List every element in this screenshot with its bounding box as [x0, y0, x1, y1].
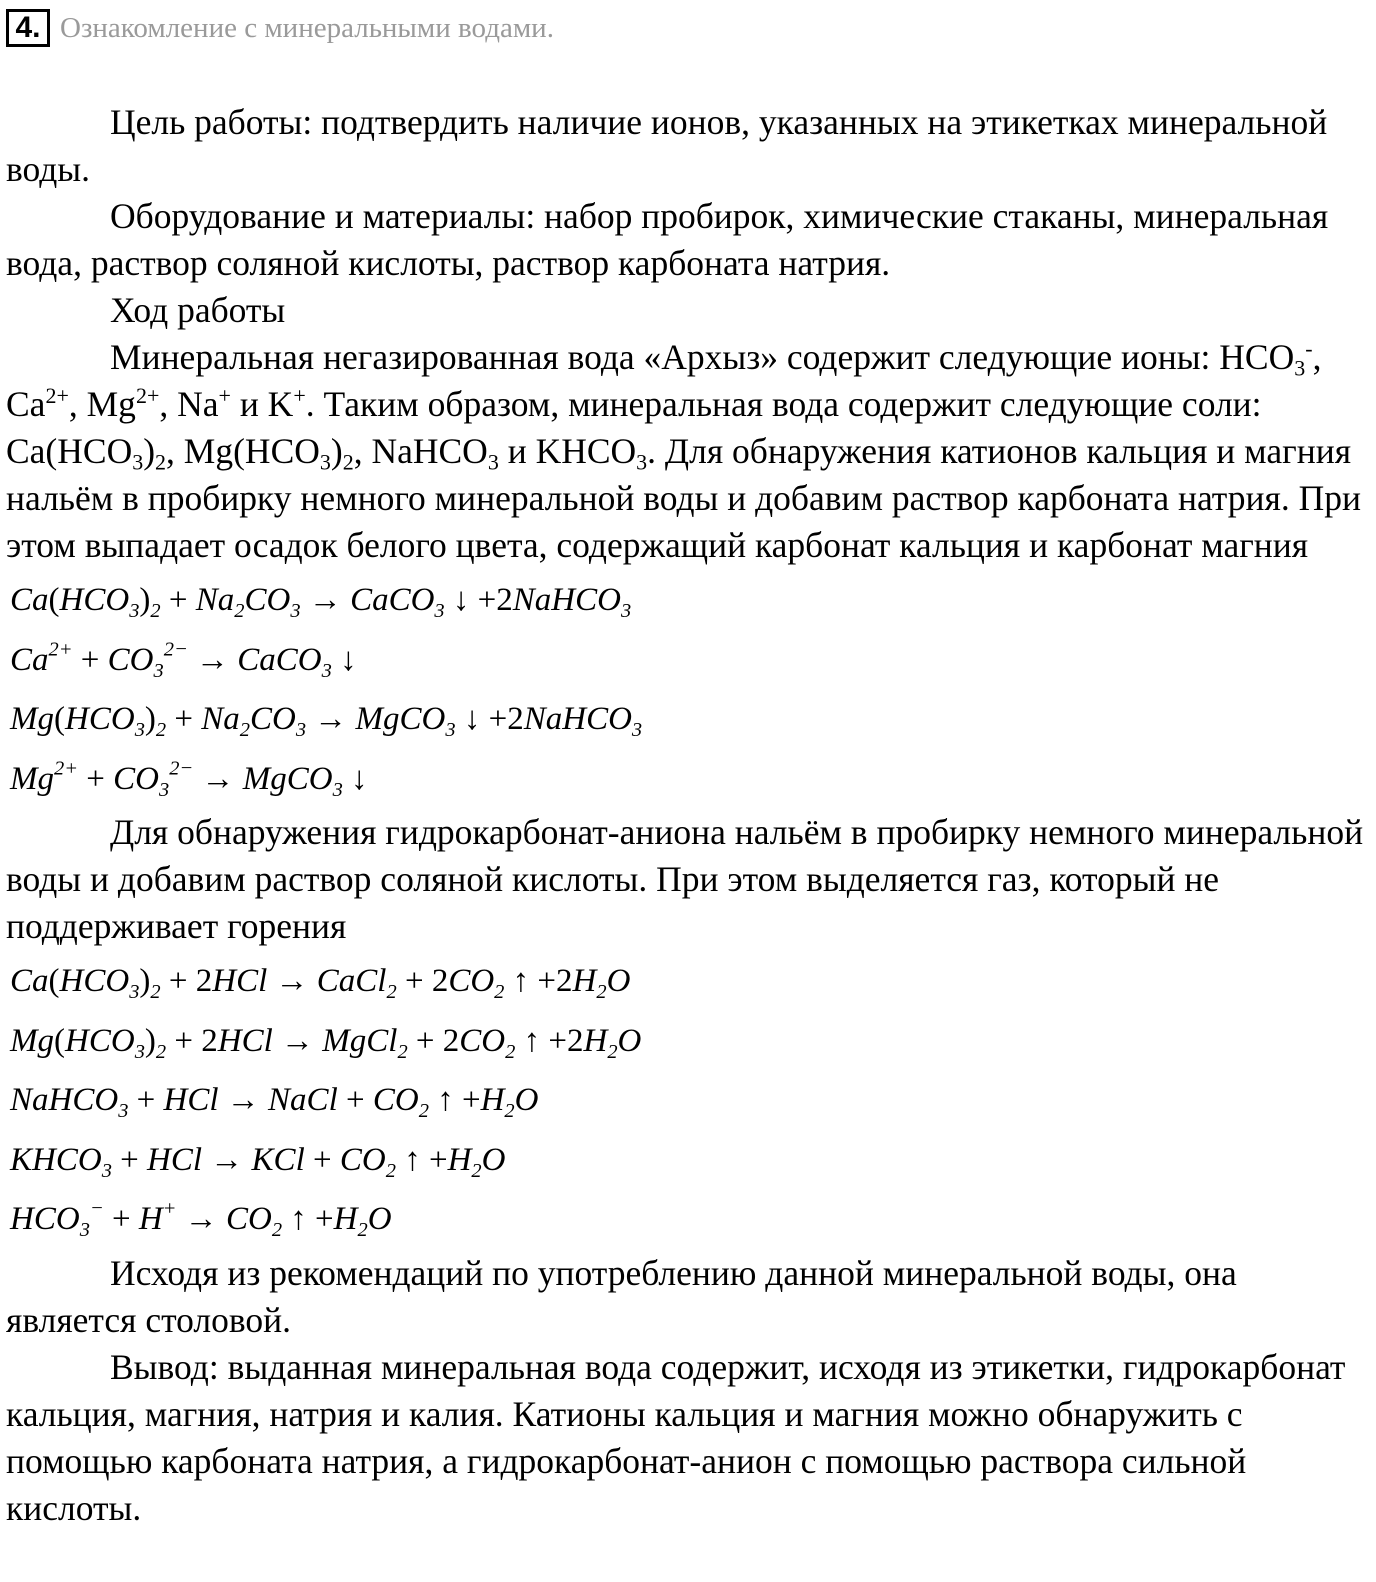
equations-acid: [6, 952, 1366, 1250]
equation: $Mg^{2+} + CO_3^{2-}$ → MgCO$_3$ ↓: [10, 757, 368, 801]
equations-carbonate: [6, 571, 1366, 809]
goal-paragraph: Цель работы: подтвердить наличие ионов, указанных на этикетках минеральной воды.: [6, 102, 1328, 189]
equation: NaHCO$_3$ + HCl → NaCl + $CO_2$ ↑ $+H_2O$: [10, 1082, 539, 1123]
equation: $Mg(HCO_3)_2 + Na_2CO_3$ → MgCO$_3$ ↓ +2NaHCO$_3$: [10, 701, 643, 742]
equation: $Ca(HCO_3)_2 + Na_2CO_3$ → CaCO$_3$ ↓ +2NaHCO$_3$: [10, 582, 632, 623]
ions-text-start: Минеральная негазированная вода «Архыз» содержит следующие ионы: HCO: [110, 337, 1295, 377]
ions-paragraph: Минеральная негазированная вода «Архыз» содержит следующие ионы: $HCO_3^-$, $Ca^{2+}$, $Mg^{2+}$, Na+ и K+. Таким образом, минеральная вода содержит следующие соли: $Ca(HCO_3)_2$, $Mg(HCO_3)_2$, NaHCO$_3$ и $KHCO_3$. Для обнаружения катионов кальция и магния нальём в пробирку немного минеральной воды и добавим раствор карбоната натрия. При этом выпадает осадок белого цвета, содержащий карбонат кальция и карбонат магния: [6, 335, 1361, 565]
document-body: [6, 99, 1366, 1532]
equation: $Ca^{2+} + CO_3^{2-}$ → CaCO$_3$ ↓: [10, 638, 357, 682]
equipment-paragraph: Оборудование и материалы: набор пробирок, химические стаканы, минеральная вода, раствор соляной кислоты, раствор карбоната натрия.: [6, 196, 1329, 283]
hydrocarbonate-paragraph: Для обнаружения гидрокарбонат-аниона нальём в пробирку немного минеральной воды и добавим раствор соляной кислоты. При этом выделяется газ, который не поддерживает горения: [6, 812, 1364, 946]
procedure-heading: Ход работы: [110, 290, 286, 330]
task-number: 4.: [6, 9, 50, 47]
detection-text: Для обнаружения катионов кальция и магния нальём в пробирку немного минеральной воды и добавим раствор карбоната натрия. При этом выпадает осадок белого цвета, содержащий карбонат кальция и карбонат магния: [6, 431, 1361, 565]
task-header: [6, 6, 554, 50]
task-title: Ознакомление с минеральными водами.: [60, 11, 554, 44]
equation: $KHCO_3$ + HCl → KCl + $CO_2$ ↑ $+H_2O$: [10, 1141, 506, 1182]
equation: $Ca(HCO_3)_2 + 2HCl$ → CaCl$_2$ + $2CO_2$ ↑ $+2H_2O$: [10, 963, 631, 1004]
recommendation-paragraph: Исходя из рекомендаций по употреблению данной минеральной воды, она является столовой.: [6, 1252, 1237, 1340]
equation: $HCO_3^- + H^+ \to CO_2$ ↑ $+H_2O$: [10, 1197, 392, 1242]
conclusion-paragraph: Вывод: выданная минеральная вода содержит, исходя из этикетки, гидрокарбонат кальция, магния, натрия и калия. Катионы кальция и магния можно обнаружить с помощью карбоната натрия, а гидрокарбонат-анион с помощью раствора сильной кислоты.: [6, 1346, 1346, 1528]
equation: $Mg(HCO_3)_2 + 2HCl$ → MgCl$_2$ + $2CO_2$ ↑ $+2H_2O$: [10, 1022, 642, 1063]
salts-text: Таким образом, минеральная вода содержит следующие соли:: [323, 384, 1262, 424]
